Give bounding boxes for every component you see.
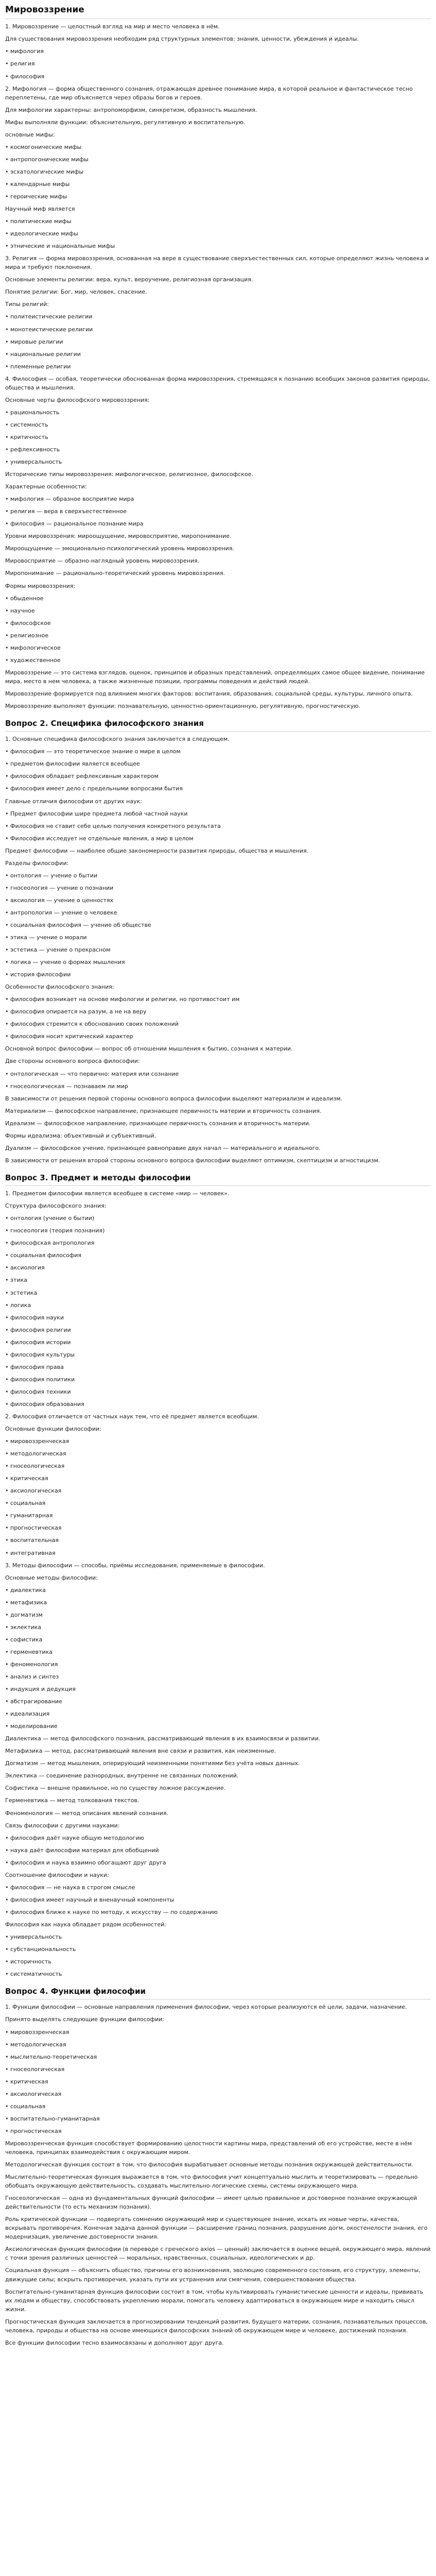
paragraph: • художественное (5, 656, 61, 664)
paragraph: • прогностическая (5, 2127, 62, 2134)
paragraph: 1. Предметом философии является всеобщее в системе «мир — человек». (5, 1190, 230, 1197)
paragraph: • философия религии (5, 1326, 71, 1333)
paragraph: Социальная функция — объяснить общество, причины его возникновения, эволюцию современного состояния, его структуру, элементы, движущие силы; вскрыть противоречия, указать пути их устранения или смягчения, совершенствования общества. (5, 2267, 421, 2283)
paragraph: • систематичность (5, 1971, 62, 1978)
paragraph: Феноменология — метод описания явлений сознания. (5, 1809, 168, 1817)
paragraph: • социальная философия (5, 1252, 81, 1259)
paragraph: • национальные религии (5, 350, 81, 358)
paragraph: 1. Основные специфика философского знания заключается в следующем. (5, 736, 230, 743)
paragraph: • философия (5, 73, 45, 80)
paragraph: • философское (5, 619, 51, 626)
paragraph: • философия ближе к науке по методу, к искусству — по содержанию (5, 1908, 218, 1916)
paragraph: • индукция и дедукция (5, 1686, 76, 1693)
paragraph: Связь философии с другими науками: (5, 1822, 120, 1829)
paragraph: Метафизика — метод, рассматривающий явления вне связи и развития, как неизменные. (5, 1748, 276, 1755)
paragraph: • предметом философии является всеобщее (5, 760, 140, 768)
paragraph: • абстрагирование (5, 1698, 62, 1705)
paragraph: • религия — вера в сверхъестественное (5, 508, 127, 515)
paragraph: • философия истории (5, 1338, 71, 1346)
paragraph: Идеализм — философское направление, признающее первичность сознания и вторичность материи. (5, 1120, 311, 1127)
paragraph: Основной вопрос философии — вопрос об отношении мышления к бытию, сознания к материи. (5, 1045, 293, 1053)
paragraph: • антропология — учение о человеке (5, 909, 117, 916)
paragraph: • прогностическая (5, 1524, 62, 1532)
paragraph: Диалектика — метод философского познания, рассматривающий явления в их взаимосвязи и развитии. (5, 1735, 321, 1742)
paragraph: Догматизм — метод мышления, оперирующий неизменными понятиями без учёта новых данных. (5, 1760, 300, 1767)
paragraph: Типы религий: (5, 301, 49, 308)
paragraph: Дуализм — философское учение, признающее равноправие двух начал — материального и идеального. (5, 1144, 321, 1151)
paragraph: 3. Методы философии — способы, приёмы исследования, применяемые в философии. (5, 1562, 265, 1569)
paragraph: Основные методы философии: (5, 1574, 98, 1581)
paragraph: Формы мировоззрения: (5, 582, 76, 589)
paragraph: • мыслительно-теоретическая (5, 2053, 97, 2060)
paragraph: • Предмет философии шире предмета любой частной науки (5, 810, 188, 817)
paragraph: • метафизика (5, 1599, 47, 1606)
paragraph: • рефлексивность (5, 446, 60, 453)
paragraph: • онтология — учение о бытии (5, 872, 98, 879)
paragraph: • философия образования (5, 1400, 84, 1408)
paragraph: • космогонические мифы (5, 143, 82, 150)
paragraph: 2. Мифология — форма общественного сознания, отражающая древнее понимание мира, в которой реальное и фантастическое тесно переплетены, где мир объясняется через образы богов и героев. (5, 85, 413, 101)
paragraph: • логика (5, 1301, 31, 1309)
paragraph: Софистика — внешне правильное, но по существу ложное рассуждение. (5, 1785, 226, 1792)
paragraph: • мифология — образное восприятие мира (5, 496, 134, 503)
paragraph: • критичность (5, 433, 48, 440)
paragraph: • политеистические религии (5, 313, 93, 320)
paragraph: • гносеология — учение о познании (5, 884, 114, 891)
paragraph: • философия даёт науке общую методологию (5, 1834, 144, 1841)
paragraph: • племенные религии (5, 363, 71, 370)
paragraph: • философия и наука взаимно обогащают друг друга (5, 1859, 166, 1866)
paragraph: • мировоззренческая (5, 2028, 69, 2036)
paragraph: • наука даёт философии материал для обобщений (5, 1846, 159, 1854)
paragraph: Методологическая функция состоит в том, что философия вырабатывает основные методы познания окружающей действительности. (5, 2161, 413, 2168)
paragraph: Мифы выполняли функции: объяснительную, регулятивную и воспитательную. (5, 118, 246, 126)
paragraph: • философия науки (5, 1314, 64, 1321)
paragraph: • воспитательно-гуманитарная (5, 2115, 100, 2122)
paragraph: • методологическая (5, 1450, 66, 1458)
paragraph: Основные функции философии: (5, 1426, 101, 1433)
paragraph: Для мифологии характерны: антропоморфизм, синкретизм, образность мышления. (5, 106, 257, 113)
paragraph: • философия носит критический характер (5, 1033, 133, 1040)
paragraph: Предмет философии — наиболее общие закономерности развития природы, общества и мышления. (5, 847, 309, 854)
paragraph: Особенности философского знания: (5, 984, 114, 991)
paragraph: Основные элементы религии: вера, культ, вероучение, религиозная организация. (5, 276, 253, 283)
paragraph: • этика (5, 1277, 27, 1284)
paragraph: • философия — это теоретическое знание о мире в целом (5, 748, 181, 755)
paragraph: Главные отличия философии от других наук: (5, 798, 142, 805)
paragraph: Две стороны основного вопроса философии: (5, 1058, 140, 1065)
paragraph: • аксиология (5, 1264, 45, 1272)
paragraph: Мировоззренческая функция способствует формированию целостности картины мира, представлений об его устройстве, месте в нём человека, принципах взаимодействия с окружающим миром. (5, 2140, 412, 2156)
paragraph: Аксиологическая функция философии (в переводе с греческого axios — ценный) заключается в оценке вещей, окружающего мира, явлений с точки зрения различных ценностей — моральных, нравственных, социальных, идеологических и др. (5, 2246, 431, 2262)
paragraph: • обыденное (5, 595, 44, 602)
paragraph: Понятие религии: Бог, мир, человек, спасение. (5, 289, 147, 296)
section-heading: Вопрос 2. Специфика философского знания (5, 718, 431, 732)
paragraph: • философская антропология (5, 1240, 95, 1247)
paragraph: • аксиологическая (5, 2090, 62, 2097)
paragraph: • философия права (5, 1363, 64, 1370)
paragraph: • феноменология (5, 1660, 58, 1668)
paragraph: • социальная философия — учение об обществе (5, 921, 151, 928)
paragraph: • философия — рациональное познание мира (5, 520, 144, 528)
paragraph: Характерные особенности: (5, 483, 87, 490)
paragraph: • философия техники (5, 1388, 71, 1395)
paragraph: • онтология (учение о бытии) (5, 1215, 95, 1222)
section-heading: Вопрос 4. Функции философии (5, 1986, 431, 1999)
paragraph: • религия (5, 60, 35, 67)
paragraph: • универсальность (5, 1933, 62, 1940)
paragraph: • историчность (5, 1958, 51, 1965)
paragraph: 4. Философия — особая, теоретически обоснованная форма мировоззрения, стремящаяся к познанию всеобщих законов развития природы, общества и мышления. (5, 375, 430, 391)
paragraph: • эстетика — учение о прекрасном (5, 946, 111, 954)
paragraph: Мироощущение — эмоционально-психологический уровень мировоззрения. (5, 545, 234, 552)
paragraph: • идеологические мифы (5, 230, 78, 238)
document-body (5, 22, 431, 2347)
paragraph: • мифология (5, 48, 44, 55)
paragraph: В зависимости от решения первой стороны основного вопроса философии выделяют материализм и идеализм. (5, 1095, 343, 1102)
paragraph: Мыслительно-теоретическая функция выражается в том, что философия учит концептуально мыслить и теоретизировать — предельно обобщать окружающую действительность, создавать мыслительно-логические схемы, системы окружающего мира. (5, 2174, 418, 2190)
section-heading: Вопрос 3. Предмет и методы философии (5, 1172, 431, 1186)
paragraph: Воспитательно-гуманитарная функция философии состоит в том, чтобы культивировать гуманистические ценности и идеалы, прививать их людям и обществу, способствовать укреплению морали, помогать человеку адаптироваться в окружающем мире и находить смысл жизни. (5, 2288, 424, 2313)
paragraph: Для существования мировоззрения необходим ряд структурных элементов: знания, ценности, убеждения и идеалы. (5, 36, 359, 43)
paragraph: основные мифы: (5, 131, 55, 138)
paragraph: Роль критической функции — подвергать сомнению окружающий мир и существующее знание, искать их новые черты, качества, вскрывать противоречия. Конечная задача данной функции — расширение границ познания, разрушение догм, окостенелости знания, его модернизация, увеличение достоверности знания. (5, 2216, 428, 2241)
paragraph: Исторические типы мировоззрения: мифологическое, религиозное, философское. (5, 471, 253, 478)
paragraph: Все функции философии тесно взаимосвязаны и дополняют друг друга. (5, 2339, 224, 2346)
paragraph: • Философия не ставит себе целью получения конкретного результата (5, 822, 221, 829)
paragraph: • аксиология — учение о ценностях (5, 896, 114, 904)
paragraph: 2. Философия отличается от частных наук тем, что её предмет является всеобщим. (5, 1413, 259, 1420)
paragraph: • догматизм (5, 1611, 43, 1618)
paragraph: • гносеологическая — познаваем ли мир (5, 1082, 128, 1090)
paragraph: Мировоззрение — это система взглядов, оценок, принципов и образных представлений, определяющих самое общее видение, понимание мира, место в нем человека, а также жизненные позиции, программы поведения и действий людей. (5, 669, 425, 685)
paragraph: Разделы философии: (5, 859, 69, 867)
paragraph: • мировые религии (5, 338, 63, 345)
paragraph: • гуманитарная (5, 1512, 53, 1519)
paragraph: Структура философского знания: (5, 1202, 107, 1210)
paragraph: 1. Мировоззрение — целостный взгляд на мир и место человека в нём. (5, 23, 220, 30)
paragraph: • этнические и национальные мифы (5, 243, 115, 250)
paragraph: Научный миф является (5, 206, 75, 213)
paragraph: Эклектика — соединение разнородных, внутренне не связанных положений. (5, 1772, 239, 1780)
paragraph: • философия политики (5, 1376, 75, 1383)
paragraph: • эстетика (5, 1289, 38, 1296)
paragraph: • философия культуры (5, 1351, 75, 1358)
paragraph: • онтологическая — что первично: материя или сознание (5, 1070, 179, 1077)
paragraph: • системность (5, 421, 48, 428)
paragraph: • календарные мифы (5, 180, 70, 188)
paragraph: • универсальность (5, 459, 62, 466)
paragraph: • гносеология (теория познания) (5, 1227, 105, 1234)
paragraph: • философия стремится к обоснованию своих положений (5, 1021, 179, 1028)
paragraph: • методологическая (5, 2041, 66, 2048)
paragraph: • логика — учение о формах мышления (5, 959, 125, 966)
paragraph: • этика — учение о морали (5, 934, 87, 941)
paragraph: • критическая (5, 2078, 48, 2085)
paragraph: • анализ и синтез (5, 1673, 59, 1680)
paragraph: • антропогонические мифы (5, 156, 89, 163)
paragraph: Мировоззрение выполняет функции: познавательную, ценностно-ориентационную, регулятивную, прогностическую. (5, 702, 360, 709)
paragraph: • аксиологическая (5, 1487, 62, 1495)
paragraph: • интегративная (5, 1549, 56, 1556)
paragraph: • гносеологическая (5, 2065, 65, 2073)
paragraph: • философия — не наука в строгом смысле (5, 1884, 135, 1891)
paragraph: • субстанциональность (5, 1946, 76, 1953)
paragraph: Мировосприятие — образно-наглядный уровень мировоззрения. (5, 557, 200, 565)
paragraph: Гносеологическая — одна из фундаментальных функций философии — имеет целью правильное и достоверное познание окружающей действительности (то есть механизм познания). (5, 2195, 417, 2211)
paragraph: • софистика (5, 1636, 43, 1643)
paragraph: • социальная (5, 2103, 46, 2110)
paragraph: • гносеологическая (5, 1463, 65, 1470)
paragraph: • моделирование (5, 1723, 58, 1730)
paragraph: • философия обладает рефлексивным характером (5, 773, 159, 780)
paragraph: • философия имеет дело с предельными вопросами бытия (5, 785, 183, 792)
paragraph: • философия опирается на разум, а не на веру (5, 1008, 147, 1015)
paragraph: • диалектика (5, 1586, 46, 1594)
paragraph: Уровни мировоззрения: мироощущение, мировосприятие, миропонимание. (5, 533, 232, 540)
paragraph: • героические мифы (5, 193, 67, 200)
paragraph: Прогностическая функция заключается в прогнозировании тенденций развития, будущего материи, сознания, познавательных процессов, человека, природы и общества на основе имеющихся философских знаний об окружающем мире и человеке, достижений познания. (5, 2318, 428, 2334)
paragraph: • герменевтика (5, 1648, 53, 1655)
paragraph: • философия имеет научный и вненаучный компоненты (5, 1896, 175, 1903)
paragraph: Соотношение философии и науки: (5, 1871, 109, 1878)
paragraph: 3. Религия — форма мировоззрения, основанная на вере в существование сверхъестественных сил, которые определяют жизнь человека и мира и требуют поклонения. (5, 255, 429, 271)
paragraph: • эсхатологические мифы (5, 168, 84, 175)
paragraph: 1. Функции философии — основные направления применения философии, через которые реализуются её цели, задачи, назначение. (5, 2004, 407, 2011)
paragraph: • мифологическое (5, 644, 61, 651)
paragraph: Герменевтика — метод толкования текстов. (5, 1797, 139, 1804)
paragraph: • история философии (5, 971, 71, 978)
paragraph: • социальная (5, 1500, 46, 1507)
paragraph: • религиозное (5, 632, 49, 639)
document-title: Мировоззрение (5, 3, 431, 19)
paragraph: • критическая (5, 1475, 48, 1482)
paragraph: Философия как наука обладает рядом особенностей: (5, 1921, 166, 1928)
paragraph: • монотеистические религии (5, 326, 93, 333)
paragraph: • рациональность (5, 409, 60, 416)
paragraph: Материализм — философское направление, признающее первичность материи и вторичность сознания. (5, 1107, 322, 1114)
paragraph: • политические мифы (5, 218, 72, 225)
paragraph: Основные черты философского мировоззрения: (5, 396, 150, 403)
paragraph: • эклектика (5, 1623, 42, 1631)
paragraph: • Философия исследует не отдельные явления, а мир в целом (5, 835, 194, 842)
paragraph: • мировоззренческая (5, 1438, 69, 1445)
paragraph: • научное (5, 607, 35, 614)
paragraph: Формы идеализма: объективный и субъективный. (5, 1132, 156, 1139)
paragraph: Мировоззрение формируется под влиянием многих факторов: воспитания, образования, социальной среды, культуры, личного опыта. (5, 690, 413, 697)
paragraph: Миропонимание — рационально-теоретический уровень мировоззрения. (5, 570, 225, 577)
paragraph: В зависимости от решения второй стороны основного вопроса философии выделяют оптимизм, скептицизм и агностицизм. (5, 1157, 380, 1164)
paragraph: • воспитательная (5, 1537, 59, 1544)
paragraph: • философия возникает на основе мифологии и религии, но противостоит им (5, 996, 240, 1003)
paragraph: • идеализация (5, 1710, 50, 1718)
paragraph: Принято выделять следующие функции философии: (5, 2016, 164, 2023)
